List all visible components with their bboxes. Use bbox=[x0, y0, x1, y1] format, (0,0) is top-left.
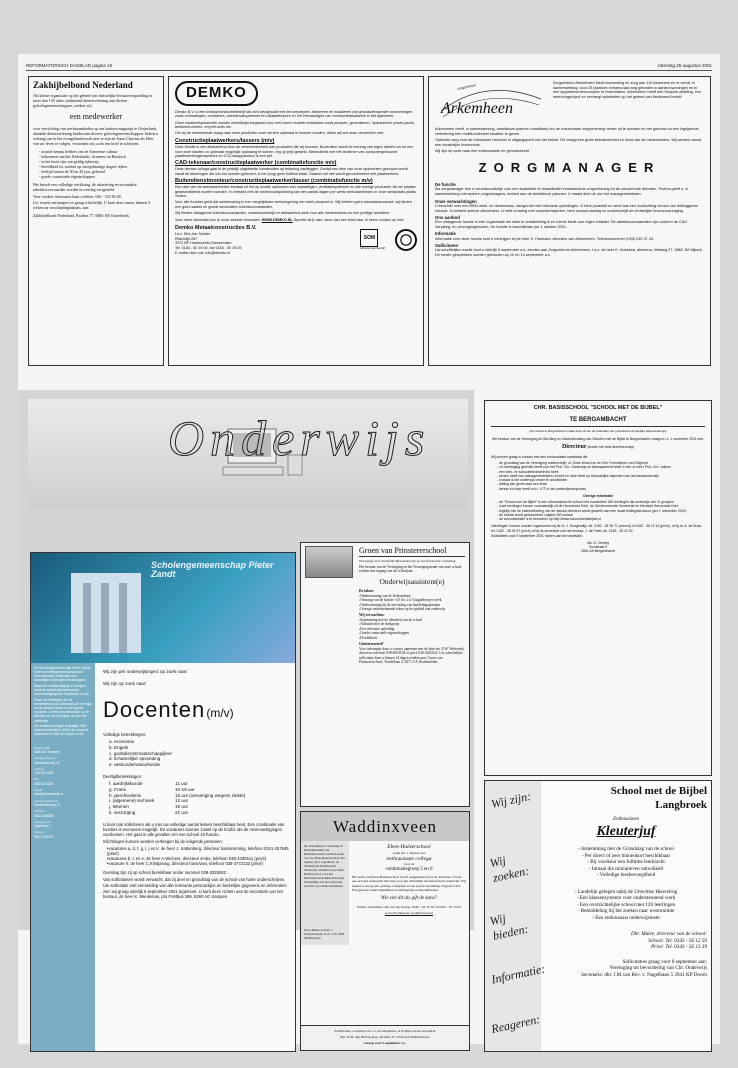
ad-pieter-zandt bbox=[30, 552, 296, 1052]
demko-company: Demko Metaalconstructies B.V. bbox=[175, 225, 257, 232]
list-item: a. economie bbox=[109, 739, 135, 745]
bb-h-other: Overige informatie bbox=[583, 493, 613, 498]
pz-photo bbox=[31, 553, 296, 663]
bb-role: Directeur bbox=[561, 444, 587, 451]
table-cell: j. tekenen bbox=[109, 804, 129, 810]
pz-title: Scholengemeenschap Pieter Zandt bbox=[151, 560, 274, 580]
bb-sec-line: 2861 AA Bergambacht bbox=[581, 549, 615, 554]
contact-label: Vestiging Urk bbox=[34, 819, 51, 824]
onderwijs-banner bbox=[28, 399, 468, 509]
list-item: - goede contactuele eigenschappen bbox=[39, 174, 159, 179]
bb-loc: TE BERGAMBACHT bbox=[491, 417, 705, 428]
list-item: › Goede contactuele eigenschappen bbox=[359, 631, 465, 635]
lb-side-zijn: Wij zijn: bbox=[489, 788, 533, 812]
table-cell: k. verzorging bbox=[109, 809, 136, 815]
zakh-address: Zakbijbelbond Nederland, Postbus 77, 6860 AB Oosterbeek bbox=[33, 213, 129, 219]
ad-prinstererschool bbox=[300, 542, 470, 807]
list-item: - Per direct of zeer binnenkort beschikbaar bbox=[545, 853, 707, 860]
nh-footer bbox=[301, 1025, 469, 1050]
table-cell: i. (algemene) techniek bbox=[109, 798, 155, 804]
ark-title: ZORGMANAGER bbox=[478, 159, 661, 175]
pz-main bbox=[103, 669, 291, 901]
demko-p2: Onze maatwerkproducten worden wereldwijd toegepast voor met name mobiele installaties zoals pompen, generatoren, hydraulische power-packs, bentoniet-mixers, recycle-units etc. bbox=[175, 120, 416, 130]
newspaper-page bbox=[18, 54, 720, 1044]
contact-label: Telefoon bbox=[34, 766, 45, 771]
nh-due: Graag voor 5 september a.s. bbox=[364, 1041, 406, 1046]
ark-t1: Als zorgmanager ben u verantwoordelijk voor een kwalitatief en kwantitatief verantwoorde zorgverlening en de uitvoerende diensten. Tevens geeft u, in samenwerking met andere zorgmanagers, invloed aan de ambitieuze plannen. U maakt deel uit van het managementteam. bbox=[435, 187, 689, 197]
list-item: - Bij voorkeur een fulltime leerkracht bbox=[545, 859, 707, 866]
pz-sidebar bbox=[31, 663, 95, 1052]
arkemheen-brand: Arkemheen bbox=[441, 100, 513, 117]
lb-reageren: Sollicitaties graag voor 8 september aan: bbox=[622, 958, 707, 965]
nh-left bbox=[301, 841, 349, 945]
zakh-list bbox=[39, 149, 159, 179]
bb-reqs bbox=[497, 461, 705, 491]
table-cell: 15 uur (vervanging wegens ziekte) bbox=[175, 792, 246, 798]
lb-sought: Enthousiaste bbox=[613, 816, 639, 822]
lb-reag3: Secretaris: dhr. J.M.van Rev. v. Nagelbaan 5 3941 KP Doorn bbox=[581, 971, 707, 978]
lb-main bbox=[545, 785, 707, 978]
zakh-body2: Het betreft een volledige werkkring, de salariëring en secundaire arbeidsvoorwaarden worden in overleg vastgesteld. bbox=[33, 182, 137, 193]
ark-t4: Informatie over deze functie kunt u verkrijgen bij de heer K. Hoekstra, directeur van Arkemheen. Telefoonnummer (033) 245 37 34. bbox=[435, 236, 655, 241]
pz-p4: Van sollicitanten wordt verwacht, dat zij deel en grondslag van de school van harte onderschrijven. bbox=[103, 876, 286, 882]
ark-h1: De functie bbox=[435, 182, 456, 188]
demko-logo: DEMKO bbox=[175, 81, 258, 106]
nh-contact: Nadere informatie: Dit van der Knaap, 0182 - 61 35 50 of 0182 - 61 35 05 bbox=[357, 904, 461, 909]
arkemheen-brand-sub: zorgcentrum bbox=[456, 83, 477, 91]
nh-q: Wie ziet dit als gift de kans? bbox=[380, 895, 438, 901]
contact-value: Gemeenteweg 12 bbox=[34, 802, 61, 807]
list-item: › Ondersteuning bij de uitvoering van handelingsplannen bbox=[359, 603, 465, 607]
demko-website-link[interactable]: WWW.DEMKO.NL bbox=[261, 217, 293, 222]
zakh-title: Zakhijbelbond Nederland bbox=[33, 80, 133, 90]
pz-part-intro: Deeltijdbetrekkingen: bbox=[103, 773, 143, 779]
list-item: - Landelijk gelegen nabij de Utrechtse Heuvelrug bbox=[545, 889, 707, 896]
header-right: zaterdag 25 augustus 2001 bbox=[657, 63, 712, 68]
bb-secretary bbox=[491, 541, 705, 554]
contact-value: 0527-243370 bbox=[34, 834, 54, 839]
table-cell: f. aardrijkskunde bbox=[109, 781, 143, 787]
som-caption: Erkend Leerbedrijf bbox=[360, 246, 385, 251]
contact-value: Lijsterbes 1 bbox=[34, 824, 51, 829]
lb-title1: School met de Bijbel bbox=[610, 785, 707, 797]
list-item: › Instemming met de identiteit van de school bbox=[359, 618, 465, 622]
demko-email-link[interactable]: E-mailen kan ook: info@demko.nl bbox=[175, 250, 231, 255]
list-item: › Ondersteuning van de leerkrachten bbox=[359, 594, 465, 598]
contact-label: Telefoon bbox=[34, 809, 45, 814]
list-item: - onze leerlingen komen voornamelijk uit de Hervormde Kerk, de Gereformeerde Gemeente en Hersteld Hervormde Kerk bbox=[497, 504, 705, 508]
lb-zijn-list bbox=[545, 846, 707, 879]
zakh-body3: Voor verdere informatie kunt u bellen: 026 - 333 80 48. bbox=[33, 193, 122, 199]
zakh-role: een medewerker bbox=[69, 112, 123, 122]
demko-job1: Constructieplaatwerkers/lassers (m/v) bbox=[175, 138, 275, 145]
pz-lead: Wij zijn per onderwijstraject op zoek naar: bbox=[103, 669, 188, 674]
bb-sentence: Wij kunnen graag in contact met een enthousiaste kandidaat die: bbox=[491, 454, 589, 459]
ad-zakbijbelbond bbox=[28, 76, 164, 366]
pz-p1: U kunt ook solliciteren als u met uw volledige aantal lessen beschikbaar bent. Een combinatie van functies is eveneens mogelijk. De vacatures kunnen zowel op de hoofd- als de nevenvestigingen voorkomen. Het gaat in alle gevallen om een school 10-functie. bbox=[103, 821, 285, 838]
prinst-sub: Vereniging voor Christelijk Basisonderwijs op Gereformeerde Grondslag bbox=[359, 559, 456, 563]
lb-title2: Langbroek bbox=[655, 798, 707, 811]
prinst-h-info: Geïnteresseerd? bbox=[359, 642, 384, 647]
bb-title: CHR. BASISSCHOOL "SCHOOL MET DE BIJBEL" bbox=[533, 405, 663, 411]
list-item: c. godsdienst/maatschappijleer bbox=[109, 750, 173, 756]
header-left: REFORMATORISCH DAGBLAD pagina 16 bbox=[26, 63, 113, 68]
lb-side-zoeken: Wij zoeken: bbox=[488, 853, 531, 885]
list-item: - uit overtuiging gebruikt heeft voor het Prot. Chr. Onderwijs en bekwaamheid heeft in een of meer Prot.-Chr. vakken bbox=[497, 465, 705, 469]
list-item: • vacatures b, c en e: de heer A.Wichers, directeur vmbo, telefoon 038-3330511 (privé) bbox=[107, 856, 291, 861]
contact-label: Vestiging Kampen bbox=[34, 756, 57, 761]
pz-lead2: Wij zijn op zoek naar: bbox=[103, 680, 147, 686]
bb-sec-line: Voorstraat 9 bbox=[588, 544, 608, 549]
demko-job1-desc: Deze functie is een afwisselend door de verscheidenheid aan producten die wij bouwen. Bovendien wordt de inbreng van eigen ideeën om tot een voor onze klanten zo optimaal mogelijke oplossing te komen, erg op prijs gesteld. Bekendheid met het bedienen van computergestuurde plaatbewerkingsmachines en CO2-lasapparatuur is een pré. bbox=[175, 144, 414, 159]
list-item: - in staat is het onderwijs verder te ontwikkelen bbox=[497, 478, 705, 482]
lb-role: Kleuterjuf bbox=[596, 823, 656, 839]
list-item: - bekenmen van het Nederlands, Armeens en Russisch bbox=[39, 154, 159, 159]
table-cell: g. Frans bbox=[109, 786, 126, 792]
nh-text: Het team van Eben-Haëzerschool wordt aangestuurd door de directeur. U bent een ervaren leerkracht met hart voor het christelijk reformatorisch onderwijs. Wij bieden u een goede, prettige werkplek en een goede salariëring volgens CAO. Een gezond onderwijsklimaat en uitdagende werkzaamheden. bbox=[352, 875, 466, 893]
prinst-intro: Het bestuur van de Vereniging en het Verzorgingsteam van onze school, zoeken met ingang van dit schooljaar: bbox=[359, 564, 463, 574]
ark-p2: Optimale zorg voor de individuele bewoner is uitgangspunt van het beleid. Dit vraagt een grote betrokkenheid en inzet van de medewerkers. Wij werken vanuit een christelijke levensvisie. bbox=[435, 138, 702, 147]
ad-school-bergambacht bbox=[484, 400, 712, 776]
demko-addr-line: 3372 BP Hardinxveld-Giessendam bbox=[175, 241, 232, 246]
pz-full-list bbox=[109, 739, 291, 768]
demko-job3-desc: Een deel van de werkzaamheden bestaat uit het op locatie opbouwen van onkastingen, ventilatiesystemen en alle overige producten die ter plaatse geassembleerd moeten worden. In verband met de onderhoudsplanning kan een aantal dagen per week werkzaamheden in onze werkplaats plaats vinden. bbox=[175, 185, 416, 199]
table-cell: 11 uur bbox=[175, 781, 188, 787]
list-item: › Flexibiliteit bbox=[359, 636, 465, 640]
nh-school: Eben-Haëzerschool bbox=[387, 844, 431, 851]
contact-value: 8260 AG Kampen bbox=[34, 750, 61, 755]
lb-bieden-list bbox=[545, 889, 707, 922]
demko-job3: Buitendienstmonteur/constructieplaatwerker/lasser (combinatiefunctie m/v) bbox=[175, 178, 373, 185]
pz-part-table bbox=[109, 781, 245, 815]
list-item: - Inmaal die miniatieven ontwikkelt bbox=[545, 866, 707, 873]
contact-email[interactable]: info@pieterzandt.nl bbox=[34, 792, 63, 797]
list-item: - Een overzichtelijke school met 120 leerlingen bbox=[545, 902, 707, 909]
contact-label: Vestiging Staphorst bbox=[34, 798, 59, 803]
list-item: - de schoolwebsite is te bezoeken op http://www.schoolmetdebijbel.nl bbox=[497, 517, 705, 521]
prinst-h-tasks: De taken: bbox=[359, 589, 374, 594]
list-item: • vacatures a, d, f, g, i, j en k: de heer J. Kattenberg, directeur basisvorming, telefoon 0341-257945 (privé) bbox=[107, 846, 291, 857]
list-item: - de "School met de Bijbel" is een reformatorische school met momenteel 180 leerlingen die onderwijs van 11 groepen bbox=[497, 500, 705, 504]
zakh-body1: voor verrichting van werkzaamheden op ons kantoor/magazijn te Oosterbeek, alsmede dienstverlening binden aan diverse geloofsgemeenschappen. Indien u verlangt om in het evangelisatiewerk mee te zijn en Jezus Christus als Heer van uw leven te volgen, verzoeken wij u om een brief te schrijven. bbox=[33, 126, 159, 147]
demko-addr-line: t.a.v. Dirk-Jan Schriet bbox=[175, 232, 210, 237]
lb-reag2: Vereniging tot bevordering van Chr. Onderwijs bbox=[609, 965, 707, 972]
ad-demko bbox=[168, 76, 424, 366]
ark-t3: Een uitdagende functie in een organisatie die sterk in ontwikkeling is en ruimte biedt voor eigen initiatief. De arbeidsvoorwaarden zijn conform de CAO Verpleeg- en verzorgingshuizen. De functie is beschikbaar per 1 oktober 2001. bbox=[435, 220, 688, 230]
demko-p6b: Spreekt dit je aan, stuur dan een brief naar of neem contact op met: bbox=[293, 217, 405, 222]
prinst-role: Onderwijsassistent(e) bbox=[379, 576, 445, 586]
prinst-title: Groen van Prinstererschool bbox=[359, 546, 465, 557]
bb-other bbox=[497, 500, 705, 521]
bb-intro: Het bestuur van de Vereniging tot Stichting en Instandhouding van Scholen met de Bijbel te Bergambacht vraagt m.i.v. 1 november 2001 een: bbox=[491, 437, 705, 442]
lb-info2: School: Tel. 0343 - 56 12 50 bbox=[648, 937, 707, 944]
demko-job2-desc: Deze nieuwe collega gaat in de praktijk uitgebreide constructies op tekening vastleggen. Omdat een deel van onze opdrachten gebouwd wordt vanaf de tekeningen die ons toe worden geleverd, is het (nog) geen fulltime baan. Daarom wil niet wordt gecombineerd met plaatwerkers. bbox=[175, 167, 408, 176]
contact-label: Fax bbox=[34, 777, 39, 782]
school-building-icon bbox=[305, 546, 353, 578]
list-item: e. wiskunde/natuurkunde bbox=[109, 762, 161, 768]
lb-info3: Privé: Tel. 0343 - 56 13 39 bbox=[651, 944, 707, 951]
contact-label: E-mail bbox=[34, 787, 42, 792]
lb-side-reageren: Reageren: bbox=[489, 1012, 542, 1037]
lb-info1: Dhr. Mutze, directeur van de school: bbox=[630, 931, 707, 938]
contact-value: Kampenerweg 11 bbox=[34, 760, 60, 765]
list-item: - tegelijk met de indiensttreding van de nieuwe directeur wordt gewerkt aan een duale leidingsstructuur (per 1 november 2001) bbox=[497, 509, 705, 513]
nh-title: Waddinxveen bbox=[301, 812, 469, 841]
list-item: › Omvang van de functie: 0,5 fte, 2 à 3 dagdelen per week bbox=[359, 598, 465, 602]
seal-icon bbox=[395, 229, 417, 251]
contact-value: 038-3323261 bbox=[34, 771, 54, 776]
onderwijs-title: Onderwijs bbox=[168, 410, 431, 466]
bb-role-sub: (binnen een dual directeurschap) bbox=[587, 445, 635, 450]
table-cell: 10-16 uur bbox=[175, 786, 195, 792]
bb-apply: Sollicitaties voor 5 september 2001 richten aan de secretaris: bbox=[491, 534, 583, 539]
lb-side-info: Informatie: bbox=[490, 961, 547, 987]
ark-t5: Uw schriftelijke reactie kunt u uiterlijk 5 september a.s. zenden aan Zorgcentrum Arkemheen, t.a.v. de heer K. Hoekstra, directeur, Veltweg 27, 3862 JM Nijkerk. De eerste gesprekken worden gehouden op 10 en 14 september a.s. bbox=[435, 248, 703, 258]
ark-h3: Ons aanbod bbox=[435, 214, 460, 220]
pz-p2: Inlichtingen kunnen worden verkregen bij de volgende personen: bbox=[103, 838, 223, 844]
pz-p5: Uw sollicitatie met vermelding van alle relevante persoonlijke en berkelijke gegevens en referenties zien wij graag uiterlijk 5 september 2001 tegemoet. U kunt deze richten aan de secretaris van het bestuur, de heer K. Meuleman, p/a Postbus 296, 8260 AG Kampen. bbox=[103, 883, 287, 899]
ark-t2: U beschikt over een HBO-werk- en denkniveau, aangevuld met relevante opleidingen. U bent proactief en weet wat een voorlichting inhoud van leidinggeven inhoudt. U beheert actieve uitvoerders. U hebt ervaring met verandertrajecten, bent sociaal vaardig en onderschrijft de christelijke levensovertuiging. bbox=[435, 203, 699, 213]
list-item: - leiding kan geven aan een team bbox=[497, 482, 705, 486]
contact-label: Telefoon bbox=[34, 830, 45, 835]
nh-role: enthousiaste collega bbox=[386, 855, 432, 862]
demko-p6: Voor meer informatie kun je onze website bezoeken, bbox=[175, 217, 261, 222]
list-item: - kennis heeft van managementtaken; inzicht en visie heeft op inhoudelijke aspecten van het basisonderwijs bbox=[497, 474, 705, 478]
nh-left-text: De Vereniging tot Stichting en Instandhouding van Reformatorische Scholen zoekt voor de Eben-Haëzerschool met ingang van 1 september: de Stichting Reformatorisch Onderwijs Waddinxveen, Eben-Haëzerschool voor het Reformatorisch Basisonderwijs. Uitbreiding van het onderwijs, een hart voor kinderen hebben. bbox=[304, 844, 345, 889]
list-item: d. lichamelijke opvoeding bbox=[109, 756, 161, 762]
table-cell: 22 uur bbox=[175, 809, 189, 815]
list-item: - Volledige leesbevoegdheid bbox=[545, 872, 707, 879]
list-item: - Instemming met de Grondslag van de school bbox=[545, 846, 707, 853]
ark-h4: Informatie bbox=[435, 231, 456, 237]
nh-for: voor de bbox=[403, 862, 415, 867]
pz-heading-suffix: (m/v) bbox=[206, 706, 234, 721]
arkemheen-logo bbox=[435, 81, 547, 127]
pz-side-1: De scholengemeenschap Pieter Zandt is een scholengemeenschap voor reformatorisch onderwijs voor christelijke schoolgemeenschappen. bbox=[34, 666, 91, 683]
pz-side-3: Zowel de leerlingen als de medewerkers zijn afkomstig uit de regio en de scholen staan in een goede reputatie. U bent een leerkracht op de scholen en uw hart gaat uit naar het onderwijs. bbox=[34, 697, 92, 723]
ark-intro: Zorgcentrum Arkemheen biedt huisvesting en zorg aan 110 bewoners en er wordt, in samenwerking, voor 25 plaatsen extramuraal zorg geboden in aanleunwoningen en in een appartementencomplex in Hoevelaken. Arkemheen heeft een Hospice-afdeling, een meerzorgproject en vervangt activiteiten op het gebied van flankerend beleid. bbox=[553, 81, 702, 100]
list-item: - Een enthousiast onderwijsteam bbox=[545, 915, 707, 922]
list-item: - kennis en visie heeft m.b.t. ICT in het onderwijsleerproces bbox=[497, 487, 705, 491]
list-item: b. Engels bbox=[109, 744, 129, 750]
nh-sec: mw. D.M. den Hertog-Kop, Postbus 47, 2740 AA Waddinxveen. bbox=[339, 1035, 431, 1040]
bb-sub: (De school te Bergambacht maakt deel uit van de Federatie van protestants-christelijke basisonderwijs) bbox=[529, 429, 667, 434]
ark-p3: Wij zijn op zoek naar een enthousiaste en gemotiveerde bbox=[435, 149, 530, 154]
demko-addr-line: Tel. 0184 - 60 19 00, fax 0184 - 60 25 09 bbox=[175, 245, 242, 250]
table-cell: h. geschiedenis bbox=[109, 792, 141, 798]
prinst-info: Voor informatie kunt u contact opnemen met de heer drs. F.W. Westerink, directeur, telefoon 038-4654138 of privé 038-4225632. Uw schriftelijke sollicitatie kunt u binnen 14 dagen zenden aan: Groen van Prinstererschool, Vondellaan 4, 8271 CA IJsselmuiden. bbox=[359, 646, 465, 665]
nh-main bbox=[349, 841, 469, 945]
bb-info: Inlichtingen kunnen worden ingewonnen bij de hr. J. Hoogendijk, tel. 0182 - 35 15 71 (school) of 0182 - 35 13 19 (privé), of bij dr. A. de Bruin, tel. 0182 - 35 30 97 (privé) of bij de secretaris van het bestuur, J. de Pater, tel. 0182 - 35 42 92. bbox=[491, 524, 703, 533]
ad-waddinxveen bbox=[300, 811, 470, 1051]
prinst-h-exp: Wij verwachten: bbox=[359, 613, 385, 618]
list-item: - in het bezit zijn van geldig rijbewijs bbox=[39, 159, 159, 164]
ad-arkemheen bbox=[428, 76, 711, 366]
table-cell: 12 uur bbox=[175, 798, 189, 804]
contact-label: Postbus 296 bbox=[34, 745, 50, 750]
bb-sec-line: dhr. G. Verwey bbox=[586, 540, 610, 545]
ad-school-langbroek bbox=[484, 780, 712, 1052]
pz-p3: Overdag zijn zij op school bereikbaar onder nummer 038-3325262. bbox=[103, 869, 228, 875]
zakh-intro: Als kleine organisatie op het gebied van christelijke lectuurverspreiding in meer dan 130 talen, uitsluitend dienstverlening aan diverse geloofsgemeenschappen, zoeken wij: bbox=[33, 93, 153, 109]
demko-p5: Wij bieden uitdagende arbeidsvoorwaarden, verantwoordelijk en afwisselend werk voor alle medewerkers en een prettige werksfeer. bbox=[175, 211, 391, 216]
demko-p3: Om bij de toenemende vraag naar onze producten onze service optimaal te kunnen houden, willen wij ons team versterken met: bbox=[175, 131, 384, 136]
lb-sidebar bbox=[485, 781, 547, 1051]
list-item: - bereidheid tot werken op onregelmatige dagen/ tijden bbox=[39, 164, 159, 169]
contact-value: 038-3321250 bbox=[34, 781, 54, 786]
pz-people bbox=[107, 846, 291, 867]
demko-job2: CAD-tekenaar/constructieplaatwerker (combinatiefunctie m/v) bbox=[175, 160, 337, 167]
nh-web-link[interactable]: www.Ebenhaezer-waddinxveen.nl bbox=[385, 910, 433, 915]
demko-p4: Voor alle functies geldt dat werkervaring in een vergelijkbare werkomgeving een sterk pluspunt is. Wij hebben geen standaardcontract; wij bieden een goed salaris en goede secundaire arbeidsvoorwaarden. bbox=[175, 200, 412, 210]
nh-seek: zoekt per 1 oktober een bbox=[392, 851, 426, 856]
zakh-body4: Uw reactie ontvangen we graag schriftelijk. U kunt deze sturen, binnen 3 weken na verschijningsdatum, aan: bbox=[33, 200, 150, 211]
list-item: › Affiniteit met de doelgroep bbox=[359, 622, 465, 626]
list-item: - Een klassensysteem voor ondersteunend werk bbox=[545, 895, 707, 902]
nh-addr: Eben-Haëzerschool, J. Dommisselaan O 23, 2741 HM Waddinxveen bbox=[304, 928, 344, 941]
pz-full-intro: Volledige betrekkingen: bbox=[103, 731, 147, 737]
ark-h5: Sollicitaren bbox=[435, 243, 459, 249]
demko-p1: Demko B.V. is een metaalconstructiebedrijf dat zich bezighoudt met het ontwerpen, fabriceren en installeren van geluidsdempende voorzieningen zoals omkastingen, containers, werkstraaksystemen en uitlaatdempers en het vervaardigen van constructieplaatwerk in het algemeen. bbox=[175, 109, 413, 119]
list-item: - actuele kennis hebben van de Armeense cultuur bbox=[39, 149, 159, 154]
ark-h2: Onze verwachtingen bbox=[435, 198, 477, 204]
contact-value: 0522-465898 bbox=[34, 813, 54, 818]
pz-contacts bbox=[34, 747, 92, 839]
list-item: - een kerk- en schoolbetrokkenheid heeft bbox=[497, 470, 705, 474]
som-logo-icon: SOM bbox=[360, 229, 378, 247]
nh-grp: combinatiegroep 5 en 6 bbox=[385, 866, 433, 872]
list-item: › Een relevante opleiding bbox=[359, 627, 465, 631]
pz-heading: Docenten bbox=[103, 697, 206, 723]
prinst-tasks bbox=[359, 594, 465, 612]
lb-side-bieden: Wij bieden: bbox=[488, 911, 530, 943]
list-item: • vacature h: de heer C.Kristjaning, directeur havo/vwo, telefoon 038-4772133 (privé) bbox=[107, 861, 291, 866]
list-item: - de functie wordt gehonoreerd volgens DR-schaal bbox=[497, 513, 705, 517]
nh-apply: Sollicitaties, voorzien van c.v. en referenties, te richten aan de secretaris: bbox=[334, 1029, 436, 1034]
prinst-exp bbox=[359, 618, 465, 640]
page-header bbox=[26, 63, 712, 71]
list-item: - Bemiddeling bij het zoeken naar woonruimte bbox=[545, 908, 707, 915]
table-cell: 19 uur bbox=[175, 804, 189, 810]
pz-side-2: Naast de hoofdvestiging in Kampen heeft de scholengemeenschap nevenvestigingen in Staphorst en Urk. bbox=[34, 684, 90, 697]
ark-p1: Arkemheen heeft, in samenwerking, ambitieuze plannen ontwikkeld om de extramurale zorgverlening verder uit te bouwen en het gebouw na een ingrijpende verbetering een multifunctioneel karakter te geven. bbox=[435, 127, 699, 136]
list-item: - leeftijd tussen de 30 en 45 jaar, geboeid bbox=[39, 169, 159, 174]
list-item: › Overige ondersteunende taken op het gebied van onderwijs bbox=[359, 607, 465, 611]
prinst-logo-col bbox=[305, 546, 355, 666]
list-item: - de grondslag van de Vereniging onderschrijft, nl. Gods Woord en de Drie Formulieren van Enigheid bbox=[497, 461, 705, 465]
pz-side-4: Het aantal leerlingen bedraagt 2400. Daarvan bezoeken 1000 de school te Staphorst en 400 de school in Urk. bbox=[34, 724, 89, 737]
table-row bbox=[109, 810, 245, 816]
demko-addr-line: Rivierdijk 287 bbox=[175, 236, 198, 241]
